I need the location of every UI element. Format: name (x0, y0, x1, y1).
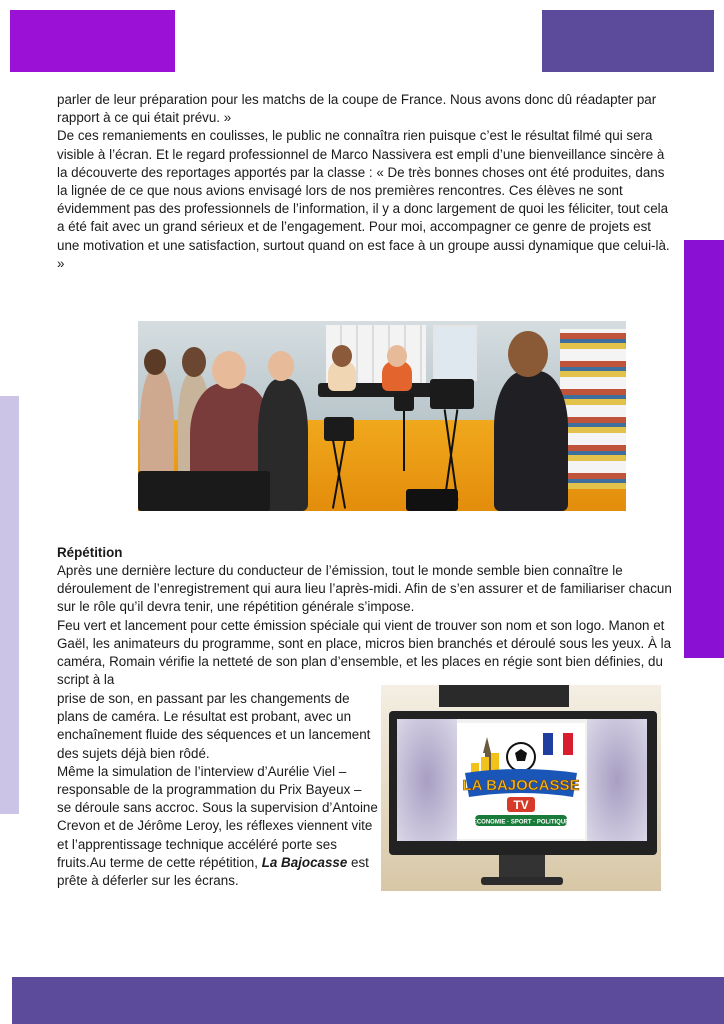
decorative-bar-right (684, 240, 724, 658)
decorative-block-top-right (542, 10, 714, 72)
brand-name: La Bajocasse (261, 854, 348, 870)
logo-subtitle: TV (513, 798, 529, 812)
logo-tagline: ÉCONOMIE · SPORT · POLITIQUE (472, 819, 570, 826)
photo-rehearsal-library-studio (138, 321, 626, 511)
body-paragraph-text: Même la simulation de l’interview d’Aurélie Viel – responsable de la programmation du Prix Bayeux – se déroule sans accroc. Sous la supervision d’Antoine Crevon et de Jérôme Leroy, les réflexes viennent vite et l’apprentissage technique accéléré porte ses fruits.Au terme de cette répétition, (57, 763, 378, 870)
body-paragraph: Après une dernière lecture du conducteur de l’émission, tout le monde semble bien connaître le déroulement de l’enregistrement qui aura lieu l’après-midi. Afin de s’en assurer et de familiariser chacun sur le rôle qu’il devra tenir, une répétition générale s’impose. (57, 563, 672, 615)
body-paragraph (57, 763, 379, 890)
body-text-narrow-column (57, 690, 379, 890)
logo-graphic (457, 723, 585, 839)
la-bajocasse-tv-logo (457, 723, 585, 839)
logo-title: LA BAJOCASSE (462, 777, 580, 794)
photo-monitor-with-logo (381, 685, 661, 891)
body-paragraph: Feu vert et lancement pour cette émission spéciale qui vient de trouver son nom et son logo. Manon et Gaël, les animateurs du programme, sont en place, micros bien branchés et déroulé sous les yeux. À la caméra, Romain vérifie la netteté de son plan d’ensemble, et les places en régie sont bien définies, du script à la (57, 617, 672, 688)
decorative-block-top-left (10, 10, 175, 72)
body-text-full-width (57, 562, 672, 689)
section-heading-repetition: Répétition (57, 545, 123, 560)
decorative-footer-bar (12, 977, 724, 1024)
intro-text (57, 91, 672, 273)
intro-paragraph: De ces remaniements en coulisses, le public ne connaîtra rien puisque c’est le résultat filmé qui sera visible à l’écran. Et le regard professionnel de Marco Nassivera est empli d’une bienveillance sincère à la découverte des reportages apportés par la classe : « De très bonnes choses ont été produites, dans la lignée de ce que nous avions envisagé lors de nos premières rencontres. Ces élèves ne sont évidemment pas des professionnels de l’information, il y a donc largement de quoi les féliciter, tout cela a été fait avec un grand sérieux et de l’engagement. Pour moi, accompagner ce genre de projets est une motivation et une satisfaction, surtout quand on est face à un groupe aussi dynamique que celui-là. » (57, 128, 670, 271)
body-paragraph: prise de son, en passant par les changements de plans de caméra. Le résultat est probant, avec un enchaînement fluide des séquences et un lancement des sujets déjà bien rôdé. (57, 691, 371, 761)
decorative-bar-left (0, 396, 19, 814)
body-paragraph-end: est prête à déferler sur les écrans. (57, 854, 369, 889)
intro-paragraph: parler de leur préparation pour les matchs de la coupe de France. Nous avons donc dû réadapter par rapport à ce qui était prévu. » (57, 92, 657, 126)
